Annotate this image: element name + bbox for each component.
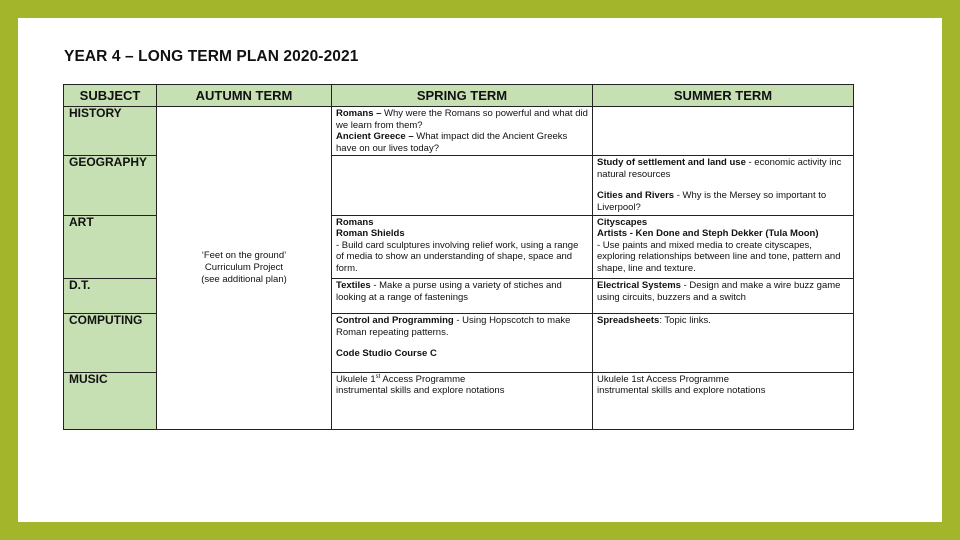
music-spring-line-2: instrumental skills and explore notations bbox=[336, 385, 505, 397]
header-summer-term: SUMMER TERM bbox=[593, 85, 854, 107]
autumn-line-2: Curriculum Project bbox=[204, 262, 284, 273]
geography-summer-cell bbox=[593, 156, 854, 215]
history-spring-topic-2: Ancient Greece – bbox=[336, 131, 414, 142]
computing-spring-text-1: - Using Hopscotch to make Roman repeating patterns. bbox=[336, 315, 571, 338]
dt-summer-text: - Design and make a wire buzz game using circuits, buzzers and a switch bbox=[597, 280, 841, 303]
art-spring-text: - Build card sculptures involving relief work, using a range of media to show an understanding of shape, space and form. bbox=[336, 239, 579, 274]
music-summer-cell bbox=[593, 372, 854, 429]
computing-spring-cell bbox=[332, 314, 593, 372]
computing-summer-cell bbox=[593, 314, 854, 372]
geography-summer-topic-1: Study of settlement and land use bbox=[597, 157, 746, 169]
dt-spring-topic: Textiles bbox=[336, 280, 371, 292]
header-subject: SUBJECT bbox=[64, 85, 157, 107]
history-summer-cell bbox=[593, 107, 854, 156]
table-header-row bbox=[64, 85, 854, 107]
subject-dt: D.T. bbox=[64, 279, 157, 314]
history-spring-text-1: Why were the Romans so powerful and what did we learn from them? bbox=[336, 108, 588, 131]
geography-spring-cell bbox=[332, 156, 593, 215]
dt-spring-cell bbox=[332, 279, 593, 314]
computing-summer-text: : Topic links. bbox=[659, 315, 711, 327]
table-row-history bbox=[64, 107, 854, 156]
dt-summer-topic: Electrical Systems bbox=[597, 280, 681, 292]
music-spring-sup: st bbox=[375, 373, 381, 380]
geography-summer-text-1: - economic activity inc natural resources bbox=[597, 157, 842, 180]
subject-computing: COMPUTING bbox=[64, 314, 157, 372]
computing-summer-topic: Spreadsheets bbox=[597, 315, 660, 327]
long-term-plan-table bbox=[63, 84, 854, 430]
autumn-line-1: ‘Feet on the ground’ bbox=[201, 250, 287, 261]
header-spring-term: SPRING TERM bbox=[332, 85, 593, 107]
history-spring-topic-1: Romans – bbox=[336, 108, 382, 119]
autumn-term-cell bbox=[157, 107, 332, 430]
music-spring-cell bbox=[332, 372, 593, 429]
music-spring-line-1b: Access Programme bbox=[380, 373, 466, 385]
art-spring-cell bbox=[332, 215, 593, 278]
history-spring-text-2: What impact did the Ancient Greeks have on our lives today? bbox=[336, 131, 568, 154]
computing-spring-topic-1: Control and Programming bbox=[336, 315, 454, 327]
subject-history: HISTORY bbox=[64, 107, 157, 156]
dt-spring-text: - Make a purse using a variety of stiches and looking at a range of fastenings bbox=[336, 280, 562, 303]
art-summer-cell bbox=[593, 215, 854, 278]
music-summer-line-1: Ukulele 1st Access Programme bbox=[597, 373, 729, 385]
history-spring-cell bbox=[332, 107, 593, 156]
autumn-line-3: (see additional plan) bbox=[201, 274, 287, 285]
header-autumn-term: AUTUMN TERM bbox=[157, 85, 332, 107]
dt-summer-cell bbox=[593, 279, 854, 314]
geography-summer-topic-2: Cities and Rivers bbox=[597, 190, 675, 202]
geography-summer-text-2: - Why is the Mersey so important to Liverpool? bbox=[597, 190, 827, 213]
art-spring-subtopic: Roman Shields bbox=[336, 228, 405, 240]
subject-music: MUSIC bbox=[64, 372, 157, 429]
music-summer-line-2: instrumental skills and explore notations bbox=[597, 385, 766, 397]
computing-spring-topic-2: Code Studio Course C bbox=[336, 348, 437, 360]
subject-art: ART bbox=[64, 215, 157, 278]
art-spring-topic: Romans bbox=[336, 216, 374, 228]
art-summer-topic: Cityscapes bbox=[597, 216, 648, 228]
page-title: YEAR 4 – LONG TERM PLAN 2020-2021 bbox=[64, 48, 359, 65]
art-summer-artists: Artists - Ken Done and Steph Dekker (Tula Moon) bbox=[597, 228, 819, 240]
music-spring-line-1a: Ukulele 1 bbox=[336, 373, 376, 385]
art-summer-text: - Use paints and mixed media to create cityscapes, exploring relationships between line and tone, pattern and shape, line and texture. bbox=[597, 239, 841, 274]
subject-geography: GEOGRAPHY bbox=[64, 156, 157, 215]
